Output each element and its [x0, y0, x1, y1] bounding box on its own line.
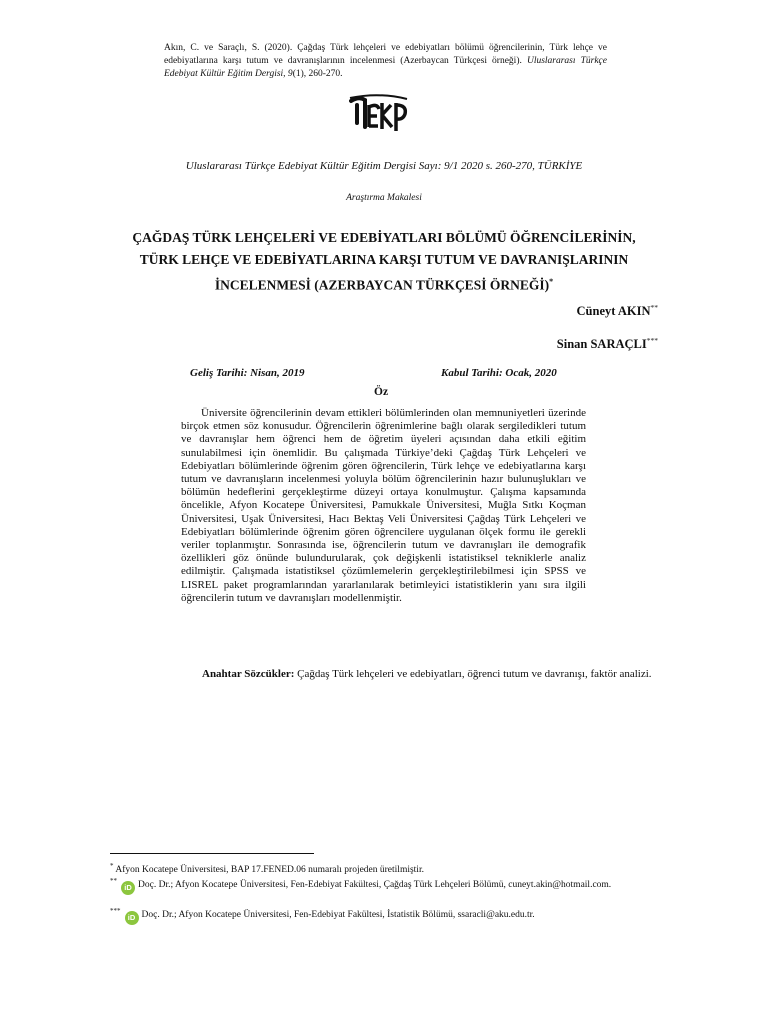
footnote-2: **iD Doç. Dr.; Afyon Kocatepe Üniversitesi, Fen-Edebiyat Fakültesi, Çağdaş Türk Lehçeleri Bölümü, cuneyt.akin@hotmail.com.: [110, 875, 656, 895]
footnote-1: * Afyon Kocatepe Üniversitesi, BAP 17.FENED.06 numaralı projeden üretilmiştir.: [110, 862, 424, 876]
citation-issue: (1), 260-270.: [292, 69, 343, 79]
keywords-label: Anahtar Sözcükler:: [202, 668, 295, 680]
title-line-1: ÇAĞDAŞ TÜRK LEHÇELERİ VE EDEBİYATLARI BÖLÜMÜ ÖĞRENCİLERİNİN,: [132, 230, 636, 245]
footnote-divider: [110, 853, 314, 854]
keywords-text: Çağdaş Türk lehçeleri ve edebiyatları, öğrenci tutum ve davranışı, faktör analizi.: [294, 668, 652, 680]
article-title: [110, 227, 658, 297]
article-type: Araştırma Makalesi: [346, 193, 422, 203]
title-line-2: TÜRK LEHÇE VE EDEBİYATLARINA KARŞI TUTUM VE DAVRANIŞLARININ: [139, 252, 629, 267]
orcid-icon[interactable]: iD: [125, 911, 139, 925]
title-line-3: İNCELENMESİ (AZERBAYCAN TÜRKÇESİ ÖRNEĞİ)*: [214, 277, 554, 293]
journal-line: Uluslararası Türkçe Edebiyat Kültür Eğitim Dergisi Sayı: 9/1 2020 s. 260-270, TÜRKİYE: [185, 160, 583, 172]
received-date: Geliş Tarihi: Nisan, 2019: [190, 367, 305, 379]
footnote-3: ***iD Doç. Dr.; Afyon Kocatepe Üniversitesi, Fen-Edebiyat Fakültesi, İstatistik Bölümü, ssaracli@aku.edu.tr.: [110, 905, 656, 925]
title-footnote-mark: *: [549, 277, 554, 286]
citation-journal: Uluslararası Türkçe Edebiyat Kültür Eğitim Dergisi, 9: [164, 56, 607, 79]
abstract-body: Üniversite öğrencilerinin devam ettikleri bölümlerinden olan memnuniyetleri üzerinde birçok etmen söz konusudur. Öğrencilerin öğrenimlerine bağlı olarak sergiledikleri tutum ve davranışlar hem öğrenci hem de öğretim üyeleri açısından daha etkili eğitim sunulabilmesi için önemlidir. Bu çalışmada Türkiye’deki Çağdaş Türk Lehçeleri ve Edebiyatları bölümlerinde öğrenim gören öğrencilerin, Türk lehçe ve edebiyatlarına karşı tutum ve davranışların incelenmesi yoluyla bölüm öğrencilerinin hazır bulunuşlukları ve bölümün hedeflerini gerçekleştirme düzeyi ortaya konulmuştur. Çalışma kapsamında öncelikle, Afyon Kocatepe Üniversitesi, Pamukkale Üniversitesi, Muğla Sıtkı Koçman Üniversitesi, Uşak Üniversitesi, Hacı Bektaş Veli Üniversitesi Çağdaş Türk Lehçeleri ve Edebiyatları bölümlerinde öğrenim gören öğrencilere uygulanan ölçek formu ile gerekli veriler toplanmıştır. Sonrasında ise, öğrencilerin tutum ve davranışları ile demografik özellikleri göz önünde bulundurularak, çok değişkenli istatistiksel tekniklerle analiz edilmiştir. Çalışmada istatistiksel çözümlemelerin gerçekleştirilebilmesi için SPSS ve LISREL paket programlarından yararlanılarak betimleyici istatistiklerin yanı sıra ilgili öğrencilerin tutum ve davranışları modellenmiştir.: [181, 407, 586, 604]
author-2-mark: ***: [646, 336, 658, 345]
author-2: Sinan SARAÇLI***: [556, 336, 658, 352]
orcid-icon[interactable]: iD: [121, 881, 135, 895]
tekep-logo-icon: [349, 93, 409, 133]
accepted-date: Kabul Tarihi: Ocak, 2020: [441, 367, 557, 379]
author-1-mark: **: [650, 303, 658, 312]
keywords: [202, 667, 696, 681]
citation: [164, 42, 607, 81]
citation-text: Akın, C. ve Saraçlı, S. (2020). Çağdaş Türk lehçeleri ve edebiyatları bölümü öğrencilerinin, Türk lehçe ve edebiyatlarına karşı tutum ve davranışlarının incelenmesi (Azerbaycan Türkçesi örneği).: [164, 43, 607, 66]
author-1: Cüneyt AKIN**: [576, 303, 658, 319]
abstract-heading: Öz: [374, 386, 389, 398]
